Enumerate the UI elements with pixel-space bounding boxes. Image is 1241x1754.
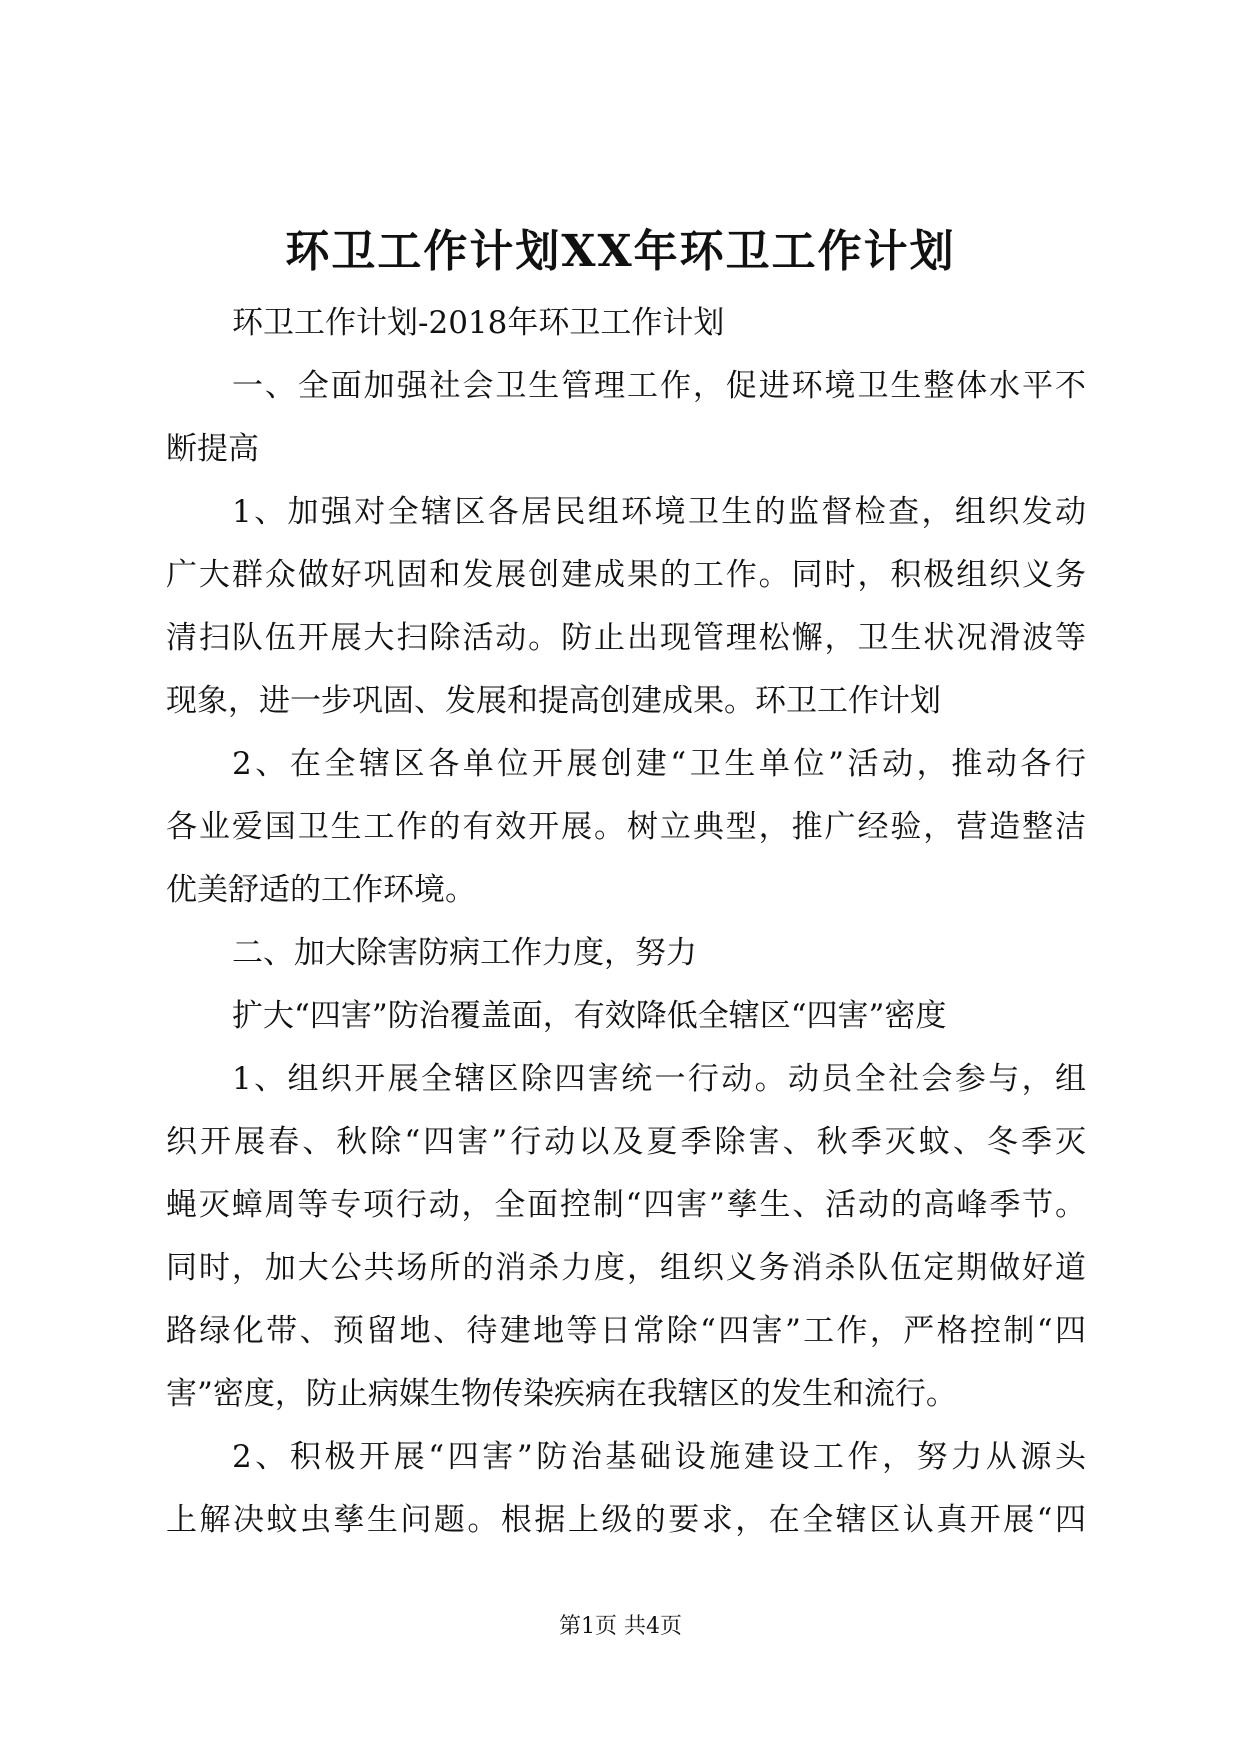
text-line: 二、加大除害防病工作力度，努力 [232, 935, 697, 971]
text-line: 各业爱国卫生工作的有效开展。树立典型，推广经验，营造整洁 [166, 809, 1086, 845]
text-line: 害”密度，防止病媒生物传染疾病在我辖区的发生和流行。 [166, 1376, 957, 1412]
text-line: 环卫工作计划-2018年环卫工作计划 [232, 305, 725, 341]
text-line: 优美舒适的工作环境。 [166, 872, 476, 908]
text-line: 2、在全辖区各单位开展创建“卫生单位”活动，推动各行 [232, 746, 1086, 782]
document-body [166, 292, 1086, 1552]
text-line: 一、全面加强社会卫生管理工作，促进环境卫生整体水平不 [232, 368, 1086, 404]
text-line: 扩大“四害”防治覆盖面，有效降低全辖区“四害”密度 [232, 998, 947, 1034]
page-footer: 第1页 共4页 [559, 1614, 682, 1639]
text-line: 1、加强对全辖区各居民组环境卫生的监督检查，组织发动 [232, 494, 1086, 530]
text-line: 路绿化带、预留地、待建地等日常除“四害”工作，严格控制“四 [166, 1313, 1086, 1349]
text-line: 广大群众做好巩固和发展创建成果的工作。同时，积极组织义务 [166, 557, 1086, 593]
text-line: 织开展春、秋除“四害”行动以及夏季除害、秋季灭蚊、冬季灭 [166, 1124, 1086, 1160]
text-line: 蝇灭蟑周等专项行动，全面控制“四害”孳生、活动的高峰季节。 [166, 1187, 1086, 1223]
text-line: 断提高 [166, 431, 259, 467]
document-title: 环卫工作计划XX年环卫工作计划 [285, 226, 956, 277]
text-line: 现象，进一步巩固、发展和提高创建成果。环卫工作计划 [166, 683, 941, 719]
text-line: 2、积极开展“四害”防治基础设施建设工作，努力从源头 [232, 1439, 1086, 1475]
text-line: 同时，加大公共场所的消杀力度，组织义务消杀队伍定期做好道 [166, 1250, 1086, 1286]
text-line: 1、组织开展全辖区除四害统一行动。动员全社会参与，组 [232, 1061, 1086, 1097]
text-line: 上解决蚊虫孳生问题。根据上级的要求，在全辖区认真开展“四 [166, 1502, 1086, 1538]
text-line: 清扫队伍开展大扫除活动。防止出现管理松懈，卫生状况滑波等 [166, 620, 1086, 656]
